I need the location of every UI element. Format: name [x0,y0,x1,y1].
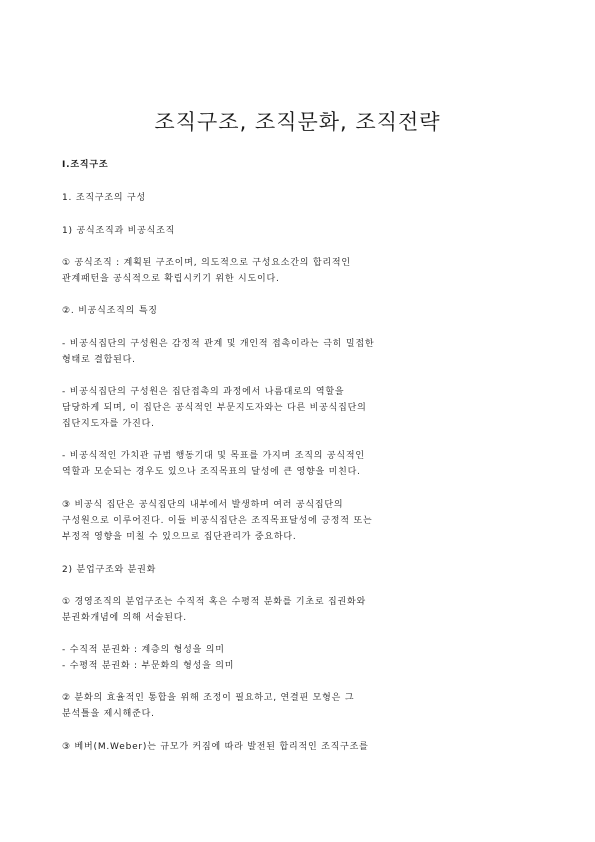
paragraph-line: 분권화개념에 의해 서술된다. [62,613,187,623]
subsection-heading: 2) 분업구조와 분권화 [62,565,157,575]
paragraph-line: - 비공식집단의 구성원은 감정적 관계 및 개인적 접촉이라는 극히 밀접한 [62,339,375,349]
paragraph-line: 집단지도자를 가진다. [62,419,155,429]
paragraph-line: ① 공식조직 : 계획된 구조이며, 의도적으로 구성요소간의 합리적인 [62,258,351,268]
subsection-heading: 1) 공식조직과 비공식조직 [62,226,176,236]
paragraph-line: - 비공식적인 가치관 규범 행동기대 및 목표를 가지며 조직의 공식적인 [62,451,365,461]
paragraph-line: ③ 비공식 집단은 공식집단의 내부에서 발생하며 여러 공식집단의 [62,500,344,510]
paragraph-line: 관계패턴을 공식적으로 확립시키기 위한 시도이다. [62,274,280,284]
paragraph-line: 역할과 모순되는 경우도 있으나 조직목표의 달성에 큰 영향을 미친다. [62,467,361,477]
paragraph-line: 구성원으로 이루어진다. 이들 비공식집단은 조직목표달성에 긍정적 또는 [62,516,373,526]
paragraph-line: ③ 베버(M.Weber)는 규모가 커짐에 따라 발전된 합리적인 조직구조를 [62,742,369,752]
list-item: - 수평적 분권화 : 부문화의 형성을 의미 [62,661,235,671]
paragraph-line: 부정적 영향을 미칠 수 있으므로 집단관리가 중요하다. [62,532,297,542]
section-heading: Ⅰ.조직구조 [62,160,109,170]
paragraph-line: ① 경영조직의 분업구조는 수직적 혹은 수평적 분화를 기초로 집권화와 [62,597,366,607]
paragraph-line: ② 분화의 효율적인 통합을 위해 조정이 필요하고, 연결핀 모형은 그 [62,693,355,703]
paragraph-heading: ②. 비공식조직의 특징 [62,306,158,316]
document-title: 조직구조, 조직문화, 조직전략 [154,110,441,134]
paragraph-line: 분석틀을 제시해준다. [62,709,155,719]
subsection-heading: 1. 조직구조의 구성 [62,193,146,203]
paragraph-line: 형태로 결합된다. [62,355,136,365]
list-item: - 수직적 분권화 : 계층의 형성을 의미 [62,645,225,655]
paragraph-line: - 비공식집단의 구성원은 집단접촉의 과정에서 나름대로의 역할을 [62,387,345,397]
paragraph-line: 담당하게 되며, 이 집단은 공식적인 부문지도자와는 다른 비공식집단의 [62,403,367,413]
